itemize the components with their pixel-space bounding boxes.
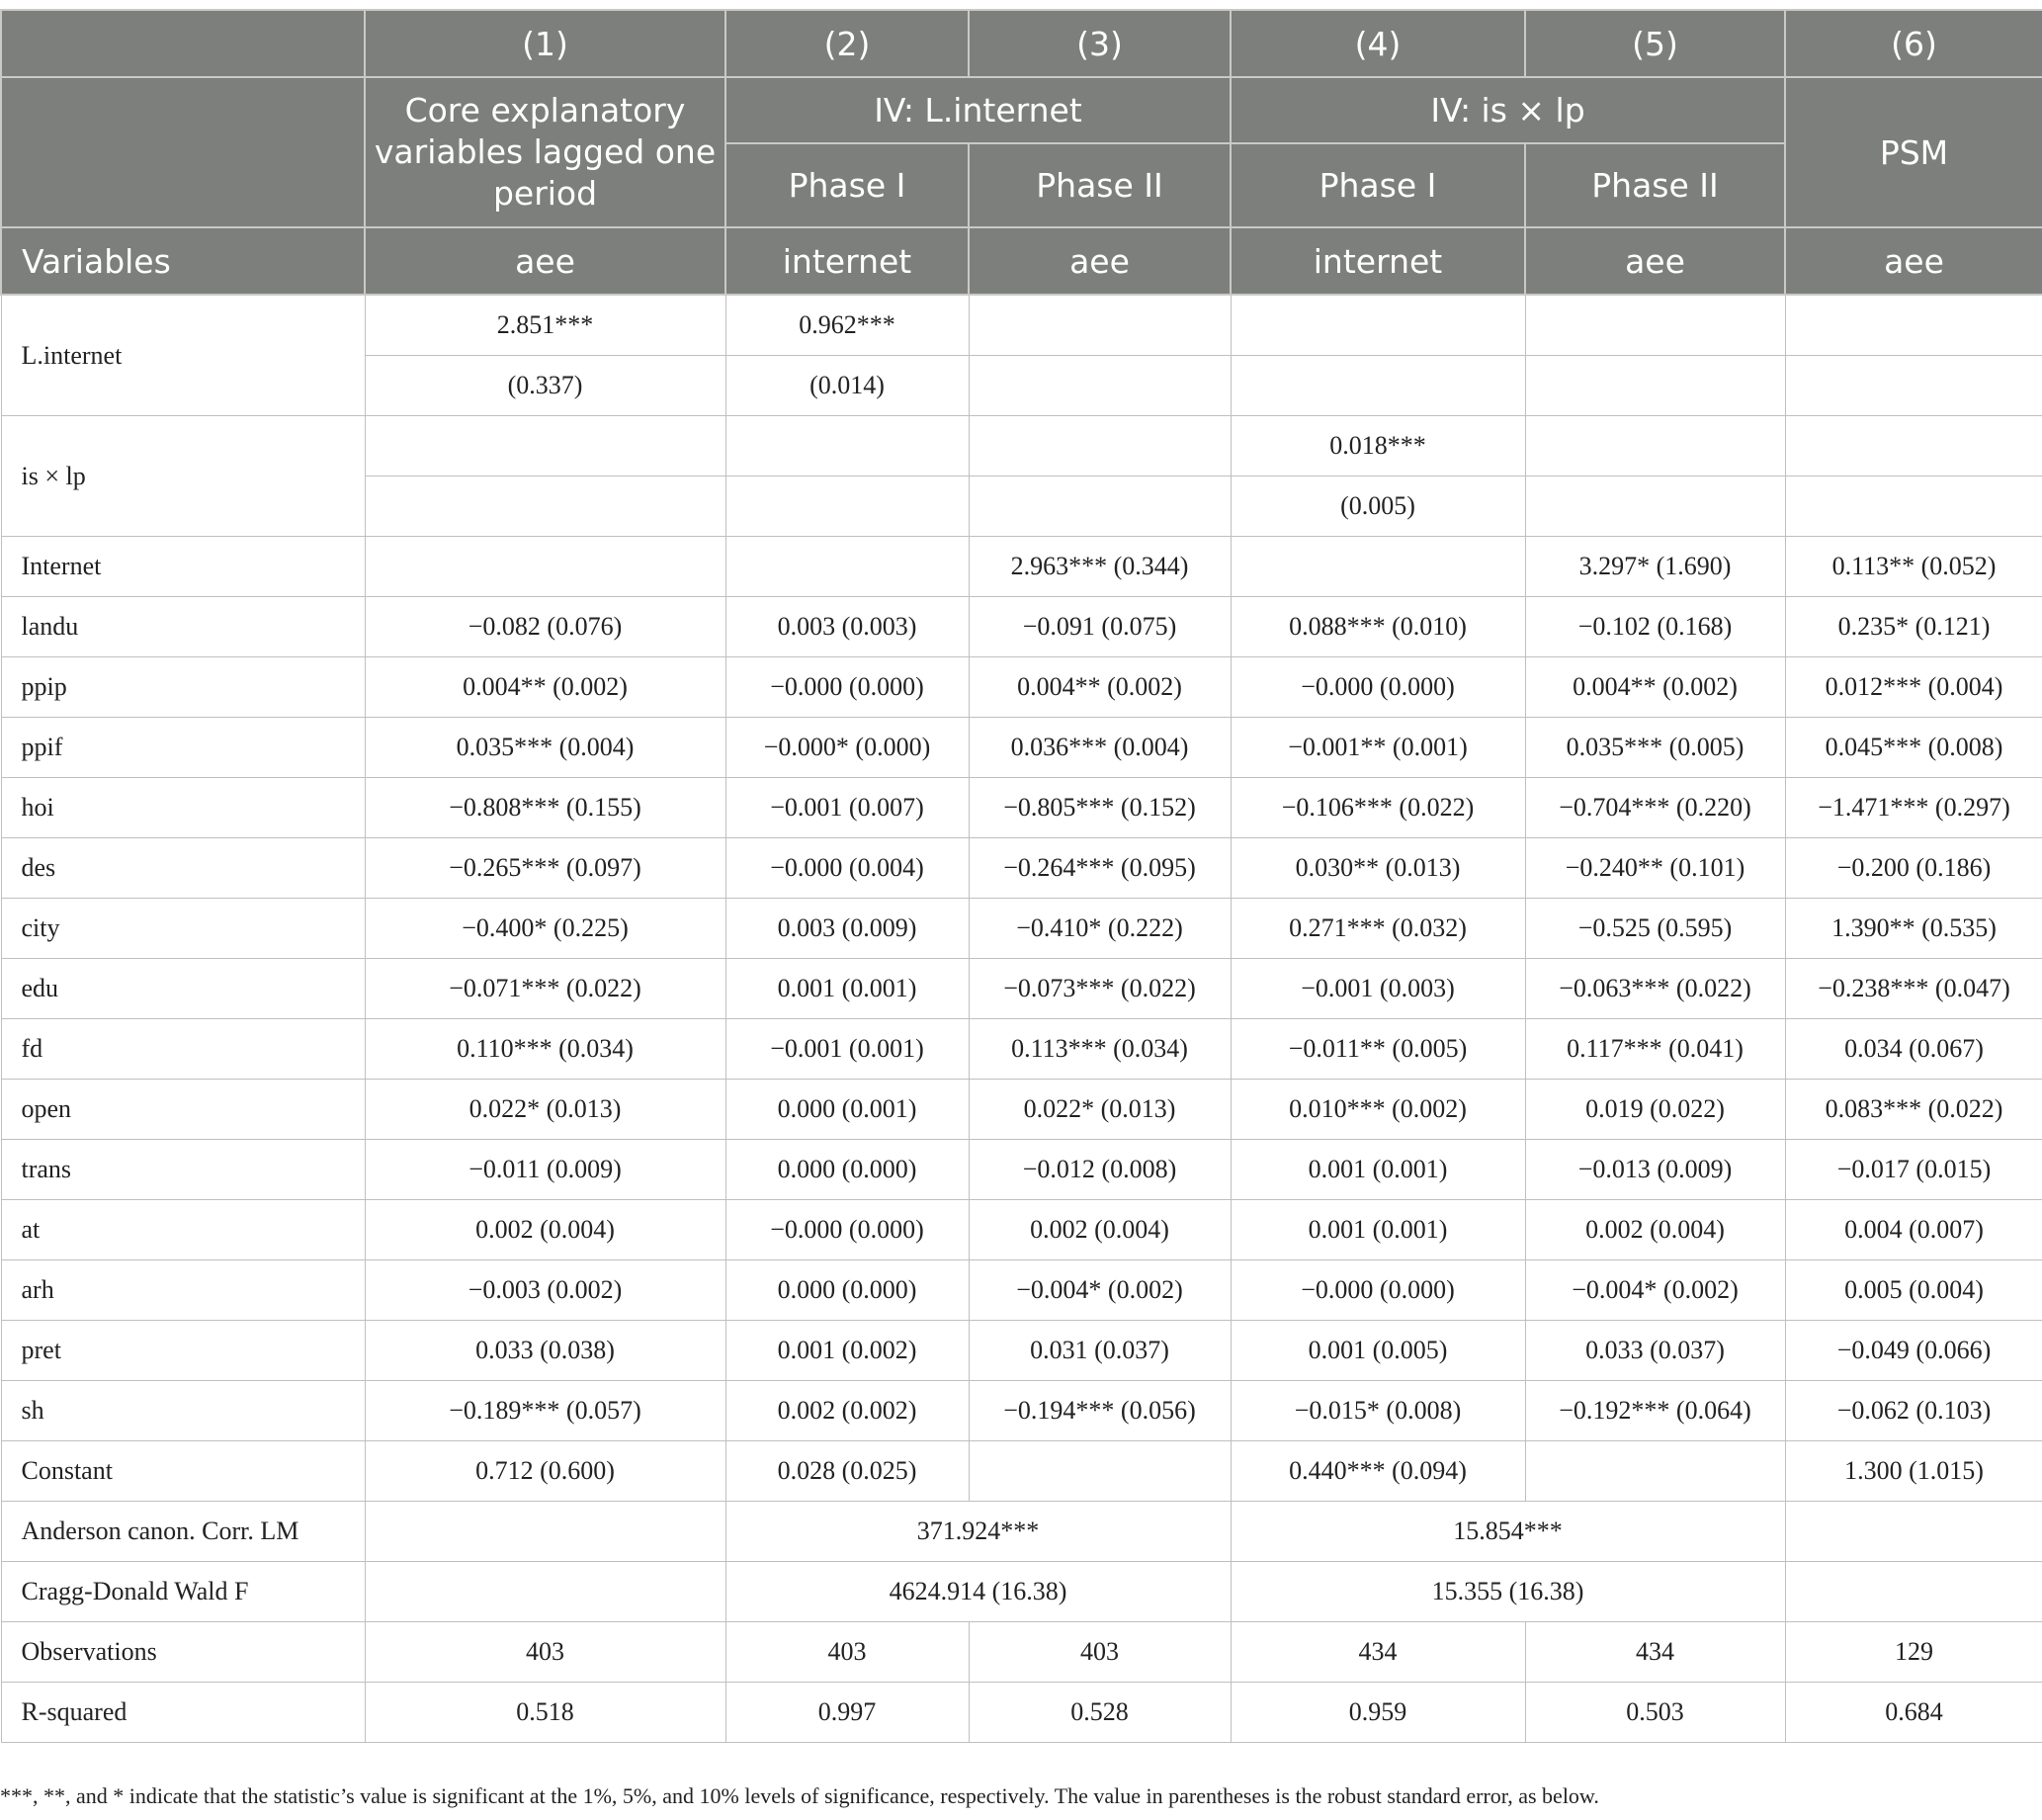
cell: −0.001** (0.001) (1231, 718, 1525, 778)
cell: −0.004* (0.002) (969, 1260, 1231, 1321)
cell: 403 (725, 1622, 969, 1683)
cell: 0.033 (0.037) (1525, 1321, 1785, 1381)
cell: −0.200 (0.186) (1785, 838, 2042, 899)
cell: 0.440*** (0.094) (1231, 1441, 1525, 1502)
cell: 0.004 (0.007) (1785, 1200, 2042, 1260)
variables-label: Variables (1, 227, 365, 295)
cell: 0.001 (0.001) (1231, 1140, 1525, 1200)
cell: 0.036*** (0.004) (969, 718, 1231, 778)
cell: 0.000 (0.000) (725, 1260, 969, 1321)
cell: (0.005) (1231, 477, 1525, 537)
cell: −0.240** (0.101) (1525, 838, 1785, 899)
cell (725, 537, 969, 597)
cell: 0.004** (0.002) (1525, 657, 1785, 718)
cell: −0.000 (0.000) (725, 657, 969, 718)
cell: −0.017 (0.015) (1785, 1140, 2042, 1200)
cell: 0.712 (0.600) (365, 1441, 725, 1502)
cell: 0.528 (969, 1683, 1231, 1743)
cell: 0.018*** (1231, 416, 1525, 477)
cell: 15.854*** (1231, 1502, 1785, 1562)
cell: −0.192*** (0.064) (1525, 1381, 1785, 1441)
row-open (1, 1080, 2042, 1140)
iv-linternet-label: IV: L.internet (725, 77, 1231, 143)
cell: −0.049 (0.066) (1785, 1321, 2042, 1381)
row-edu (1, 959, 2042, 1019)
psm-label: PSM (1785, 77, 2042, 227)
var-label: Anderson canon. Corr. LM (1, 1502, 365, 1562)
cell: 0.518 (365, 1683, 725, 1743)
cell: 0.959 (1231, 1683, 1525, 1743)
cell (725, 477, 969, 537)
cell: 0.117*** (0.041) (1525, 1019, 1785, 1080)
cell: −0.012 (0.008) (969, 1140, 1231, 1200)
row-linternet (1, 295, 2042, 356)
var-label: pret (1, 1321, 365, 1381)
dep-var-6: aee (1785, 227, 2042, 295)
var-label: is × lp (1, 416, 365, 537)
cell (365, 1562, 725, 1622)
cell: −0.001 (0.001) (725, 1019, 969, 1080)
dep-var-1: aee (365, 227, 725, 295)
cell: (0.014) (725, 356, 969, 416)
cell: 0.000 (0.001) (725, 1080, 969, 1140)
cell (1785, 356, 2042, 416)
var-label: des (1, 838, 365, 899)
cell: 0.001 (0.001) (1231, 1200, 1525, 1260)
header-row-dependent-variables (1, 227, 2042, 295)
cell (1525, 416, 1785, 477)
cell: −0.001 (0.003) (1231, 959, 1525, 1019)
var-label: hoi (1, 778, 365, 838)
cell: −0.091 (0.075) (969, 597, 1231, 657)
cell: −0.000 (0.004) (725, 838, 969, 899)
cell: −0.264*** (0.095) (969, 838, 1231, 899)
var-label: arh (1, 1260, 365, 1321)
cell: (0.337) (365, 356, 725, 416)
cell (1785, 1562, 2042, 1622)
cell: 0.684 (1785, 1683, 2042, 1743)
cell: −0.808*** (0.155) (365, 778, 725, 838)
row-rsquared (1, 1683, 2042, 1743)
cell: −0.001 (0.007) (725, 778, 969, 838)
cell: 0.113** (0.052) (1785, 537, 2042, 597)
table-footnote: ***, **, and * indicate that the statistic’s value is significant at the 1%, 5%, and 10% levels of significance, respectively. The value in parentheses is the robust standard error, as below. (0, 1783, 1599, 1808)
row-pret (1, 1321, 2042, 1381)
cell: −0.003 (0.002) (365, 1260, 725, 1321)
var-label: ppip (1, 657, 365, 718)
cell: 0.010*** (0.002) (1231, 1080, 1525, 1140)
cell: −0.265*** (0.097) (365, 838, 725, 899)
row-fd (1, 1019, 2042, 1080)
cell: −0.000 (0.000) (1231, 657, 1525, 718)
header-row-groups (1, 77, 2042, 143)
cell: 0.004** (0.002) (969, 657, 1231, 718)
cell (1785, 1502, 2042, 1562)
col-number-2: (2) (725, 10, 969, 77)
cell: −0.011** (0.005) (1231, 1019, 1525, 1080)
iv-islp-label: IV: is × lp (1231, 77, 1785, 143)
col-number-1: (1) (365, 10, 725, 77)
cell: 0.034 (0.067) (1785, 1019, 2042, 1080)
cell: 0.002 (0.004) (365, 1200, 725, 1260)
cell: 403 (365, 1622, 725, 1683)
cell (969, 1441, 1231, 1502)
cell: 0.030** (0.013) (1231, 838, 1525, 899)
cell: 0.003 (0.003) (725, 597, 969, 657)
cell (969, 416, 1231, 477)
phase-label: Phase II (969, 143, 1231, 227)
header-corner-cell (1, 10, 365, 77)
cell: 0.003 (0.009) (725, 899, 969, 959)
cell: 2.851*** (365, 295, 725, 356)
cell (1525, 1441, 1785, 1502)
cell: 0.110*** (0.034) (365, 1019, 725, 1080)
var-label: ppif (1, 718, 365, 778)
cell: 0.012*** (0.004) (1785, 657, 2042, 718)
cell: −0.194*** (0.056) (969, 1381, 1231, 1441)
row-sh (1, 1381, 2042, 1441)
cell: 0.033 (0.038) (365, 1321, 725, 1381)
table-header (1, 10, 2042, 295)
cell: 403 (969, 1622, 1231, 1683)
cell: 0.045*** (0.008) (1785, 718, 2042, 778)
cell: −0.073*** (0.022) (969, 959, 1231, 1019)
cell: −0.004* (0.002) (1525, 1260, 1785, 1321)
cell (969, 477, 1231, 537)
cell: 0.001 (0.002) (725, 1321, 969, 1381)
var-label: L.internet (1, 295, 365, 416)
cell (1785, 295, 2042, 356)
cell: 0.005 (0.004) (1785, 1260, 2042, 1321)
cell: 0.022* (0.013) (365, 1080, 725, 1140)
dep-var-3: aee (969, 227, 1231, 295)
dep-var-4: internet (1231, 227, 1525, 295)
cell (1231, 537, 1525, 597)
col-number-3: (3) (969, 10, 1231, 77)
row-internet (1, 537, 2042, 597)
cell: 0.000 (0.000) (725, 1140, 969, 1200)
cell: 0.113*** (0.034) (969, 1019, 1231, 1080)
row-constant (1, 1441, 2042, 1502)
cell: −0.082 (0.076) (365, 597, 725, 657)
cell (1525, 477, 1785, 537)
var-label: R-squared (1, 1683, 365, 1743)
var-label: Internet (1, 537, 365, 597)
row-city (1, 899, 2042, 959)
cell: −0.063*** (0.022) (1525, 959, 1785, 1019)
col-number-6: (6) (1785, 10, 2042, 77)
cell: −0.102 (0.168) (1525, 597, 1785, 657)
row-islp (1, 416, 2042, 477)
cell: −0.106*** (0.022) (1231, 778, 1525, 838)
regression-table (0, 9, 2042, 1743)
cell: 0.001 (0.001) (725, 959, 969, 1019)
cell: 0.019 (0.022) (1525, 1080, 1785, 1140)
cell: 0.035*** (0.004) (365, 718, 725, 778)
cell: 0.002 (0.002) (725, 1381, 969, 1441)
cell: 1.300 (1.015) (1785, 1441, 2042, 1502)
phase-label: Phase II (1525, 143, 1785, 227)
cell: 15.355 (16.38) (1231, 1562, 1785, 1622)
var-label: trans (1, 1140, 365, 1200)
var-label: Cragg-Donald Wald F (1, 1562, 365, 1622)
cell (725, 416, 969, 477)
core-lagged-label: Core explanatory variables lagged one period (365, 77, 725, 227)
row-hoi (1, 778, 2042, 838)
cell (1785, 416, 2042, 477)
cell: 1.390** (0.535) (1785, 899, 2042, 959)
cell (969, 295, 1231, 356)
cell: 0.031 (0.037) (969, 1321, 1231, 1381)
cell: 0.083*** (0.022) (1785, 1080, 2042, 1140)
cell: 0.962*** (725, 295, 969, 356)
var-label: Observations (1, 1622, 365, 1683)
cell: 0.503 (1525, 1683, 1785, 1743)
col-number-4: (4) (1231, 10, 1525, 77)
cell (1231, 356, 1525, 416)
cell: 0.088*** (0.010) (1231, 597, 1525, 657)
cell: 0.035*** (0.005) (1525, 718, 1785, 778)
phase-label: Phase I (725, 143, 969, 227)
var-label: Constant (1, 1441, 365, 1502)
cell: −0.704*** (0.220) (1525, 778, 1785, 838)
cell: −0.410* (0.222) (969, 899, 1231, 959)
cell: −0.238*** (0.047) (1785, 959, 2042, 1019)
cell (1525, 356, 1785, 416)
cell: −0.000* (0.000) (725, 718, 969, 778)
row-ppif (1, 718, 2042, 778)
cell: −0.189*** (0.057) (365, 1381, 725, 1441)
cell: 0.271*** (0.032) (1231, 899, 1525, 959)
cell: 3.297* (1.690) (1525, 537, 1785, 597)
cell: −1.471*** (0.297) (1785, 778, 2042, 838)
var-label: edu (1, 959, 365, 1019)
cell: 0.997 (725, 1683, 969, 1743)
var-label: at (1, 1200, 365, 1260)
cell: 2.963*** (0.344) (969, 537, 1231, 597)
cell: −0.062 (0.103) (1785, 1381, 2042, 1441)
cell: −0.015* (0.008) (1231, 1381, 1525, 1441)
cell: 0.028 (0.025) (725, 1441, 969, 1502)
var-label: open (1, 1080, 365, 1140)
dep-var-2: internet (725, 227, 969, 295)
var-label: sh (1, 1381, 365, 1441)
cell: 0.022* (0.013) (969, 1080, 1231, 1140)
var-label: fd (1, 1019, 365, 1080)
cell (1525, 295, 1785, 356)
cell (1231, 295, 1525, 356)
cell: −0.000 (0.000) (725, 1200, 969, 1260)
cell: 0.001 (0.005) (1231, 1321, 1525, 1381)
cell: 434 (1231, 1622, 1525, 1683)
table-body (1, 295, 2042, 1743)
cell (969, 356, 1231, 416)
col-number-5: (5) (1525, 10, 1785, 77)
cell: −0.071*** (0.022) (365, 959, 725, 1019)
row-landu (1, 597, 2042, 657)
cell (365, 416, 725, 477)
cell: 4624.914 (16.38) (725, 1562, 1231, 1622)
cell: 0.002 (0.004) (969, 1200, 1231, 1260)
cell: −0.525 (0.595) (1525, 899, 1785, 959)
row-arh (1, 1260, 2042, 1321)
row-observations (1, 1622, 2042, 1683)
cell: 0.004** (0.002) (365, 657, 725, 718)
cell: −0.013 (0.009) (1525, 1140, 1785, 1200)
cell: 371.924*** (725, 1502, 1231, 1562)
cell: 129 (1785, 1622, 2042, 1683)
var-label: city (1, 899, 365, 959)
cell: −0.000 (0.000) (1231, 1260, 1525, 1321)
cell: −0.011 (0.009) (365, 1140, 725, 1200)
row-anderson (1, 1502, 2042, 1562)
phase-label: Phase I (1231, 143, 1525, 227)
row-at (1, 1200, 2042, 1260)
cell: −0.400* (0.225) (365, 899, 725, 959)
row-des (1, 838, 2042, 899)
row-cragg (1, 1562, 2042, 1622)
var-label: landu (1, 597, 365, 657)
cell (365, 537, 725, 597)
row-ppip (1, 657, 2042, 718)
dep-var-5: aee (1525, 227, 1785, 295)
header-row-column-numbers (1, 10, 2042, 77)
cell: 434 (1525, 1622, 1785, 1683)
row-trans (1, 1140, 2042, 1200)
cell: 0.002 (0.004) (1525, 1200, 1785, 1260)
header-blank-cell (1, 77, 365, 227)
cell (365, 1502, 725, 1562)
cell: −0.805*** (0.152) (969, 778, 1231, 838)
cell: 0.235* (0.121) (1785, 597, 2042, 657)
cell (365, 477, 725, 537)
cell (1785, 477, 2042, 537)
